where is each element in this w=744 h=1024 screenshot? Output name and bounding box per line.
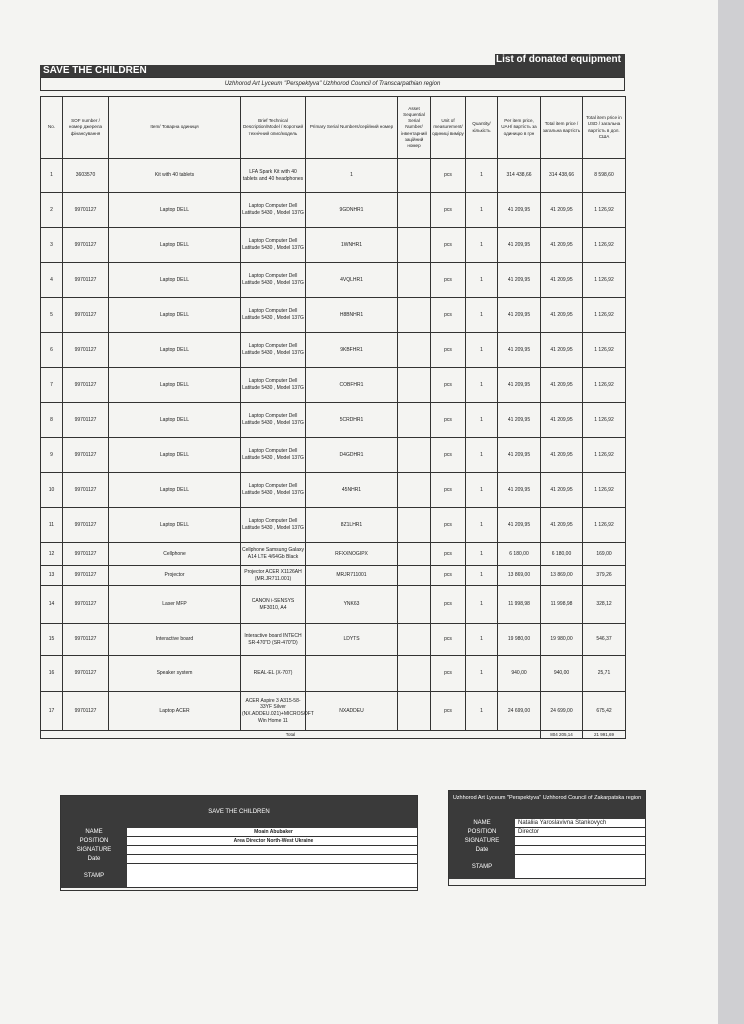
signature-value bbox=[127, 846, 417, 855]
signature-label: STAMP bbox=[449, 855, 515, 879]
cell-price: 314 438,66 bbox=[498, 159, 541, 193]
cell-total: 41 209,95 bbox=[541, 193, 583, 228]
signature-label: STAMP bbox=[61, 864, 127, 888]
signature-value: Director bbox=[515, 828, 645, 837]
table-row bbox=[41, 193, 626, 228]
cell-asset bbox=[398, 624, 431, 656]
table-row bbox=[41, 368, 626, 403]
cell-desc: Interactive board INTECH SR-470"D (SR-470"D) bbox=[241, 624, 306, 656]
cell-item: Laptop DELL bbox=[109, 438, 241, 473]
cell-item: Laptop DELL bbox=[109, 368, 241, 403]
signature-label: SIGNATURE bbox=[61, 846, 127, 855]
cell-desc: Laptop Computer Dell Latitude 5430 , Model 137G bbox=[241, 193, 306, 228]
signature-value bbox=[127, 855, 417, 864]
cell-total: 940,00 bbox=[541, 656, 583, 692]
cell-price: 41 209,95 bbox=[498, 403, 541, 438]
cell-asset bbox=[398, 473, 431, 508]
cell-qty: 1 bbox=[466, 543, 498, 566]
cell-qty: 1 bbox=[466, 263, 498, 298]
table-row bbox=[41, 543, 626, 566]
cell-price: 41 209,95 bbox=[498, 438, 541, 473]
cell-usd: 1 126,92 bbox=[583, 508, 626, 543]
column-header: Brief Technical Description/Model / Короткий технічний опис/модель bbox=[241, 97, 306, 159]
cell-asset bbox=[398, 228, 431, 263]
cell-item: Speaker system bbox=[109, 656, 241, 692]
cell-desc: ACER Aspire 3 A315-58-33YF Silver (NX.ADDEU.021)+MICROSOFT Win Home 11 bbox=[241, 692, 306, 731]
cell-sof: 99701127 bbox=[63, 624, 109, 656]
cell-serial: 1WNHR1 bbox=[306, 228, 398, 263]
table-row bbox=[41, 263, 626, 298]
cell-no: 4 bbox=[41, 263, 63, 298]
cell-total: 6 180,00 bbox=[541, 543, 583, 566]
cell-usd: 1 126,92 bbox=[583, 228, 626, 263]
cell-no: 13 bbox=[41, 566, 63, 586]
cell-serial: 1 bbox=[306, 159, 398, 193]
cell-qty: 1 bbox=[466, 692, 498, 731]
cell-no: 12 bbox=[41, 543, 63, 566]
cell-total: 41 209,95 bbox=[541, 438, 583, 473]
cell-price: 41 209,95 bbox=[498, 508, 541, 543]
cell-no: 17 bbox=[41, 692, 63, 731]
cell-serial: NXADDEU bbox=[306, 692, 398, 731]
column-header: Primary Serial Numbers/серійний номер bbox=[306, 97, 398, 159]
cell-unit: pcs bbox=[431, 438, 466, 473]
table-row bbox=[41, 159, 626, 193]
cell-no: 8 bbox=[41, 403, 63, 438]
cell-price: 41 209,95 bbox=[498, 333, 541, 368]
cell-serial: COBFHR1 bbox=[306, 368, 398, 403]
table-row bbox=[41, 298, 626, 333]
cell-asset bbox=[398, 438, 431, 473]
cell-asset bbox=[398, 159, 431, 193]
cell-qty: 1 bbox=[466, 333, 498, 368]
cell-total: 13 869,00 bbox=[541, 566, 583, 586]
cell-serial: 8Z1LHR1 bbox=[306, 508, 398, 543]
column-header: Unit of measurement/ одиниці виміру bbox=[431, 97, 466, 159]
cell-unit: pcs bbox=[431, 403, 466, 438]
cell-price: 11 998,98 bbox=[498, 586, 541, 624]
signature-label: SIGNATURE bbox=[449, 837, 515, 846]
cell-asset bbox=[398, 692, 431, 731]
cell-unit: pcs bbox=[431, 586, 466, 624]
signature-row-name bbox=[61, 828, 417, 837]
cell-unit: pcs bbox=[431, 656, 466, 692]
cell-desc: Cellphone Samsung Galaxy A14 LTE 4/64Gb Black bbox=[241, 543, 306, 566]
cell-price: 940,00 bbox=[498, 656, 541, 692]
cell-usd: 1 126,92 bbox=[583, 193, 626, 228]
table-row bbox=[41, 333, 626, 368]
cell-unit: pcs bbox=[431, 228, 466, 263]
cell-usd: 546,37 bbox=[583, 624, 626, 656]
cell-desc: Laptop Computer Dell Latitude 5430 , Model 137G bbox=[241, 508, 306, 543]
cell-total: 41 209,95 bbox=[541, 263, 583, 298]
signature-label: Date bbox=[449, 846, 515, 855]
column-header: Item/ Товарна одиниця bbox=[109, 97, 241, 159]
cell-no: 5 bbox=[41, 298, 63, 333]
cell-serial: 9GDNHR1 bbox=[306, 193, 398, 228]
signature-row-date bbox=[61, 855, 417, 864]
cell-asset bbox=[398, 586, 431, 624]
cell-sof: 99701127 bbox=[63, 508, 109, 543]
cell-asset bbox=[398, 193, 431, 228]
cell-total: 41 209,95 bbox=[541, 368, 583, 403]
table-row bbox=[41, 473, 626, 508]
cell-no: 2 bbox=[41, 193, 63, 228]
signature-value bbox=[515, 846, 645, 855]
cell-asset bbox=[398, 543, 431, 566]
cell-item: Interactive board bbox=[109, 624, 241, 656]
total-row bbox=[41, 731, 626, 739]
cell-total: 19 980,00 bbox=[541, 624, 583, 656]
cell-desc: Laptop Computer Dell Latitude 5430 , Model 137G bbox=[241, 368, 306, 403]
lyceum-signature-block bbox=[448, 790, 646, 886]
cell-unit: pcs bbox=[431, 368, 466, 403]
cell-usd: 675,42 bbox=[583, 692, 626, 731]
cell-no: 1 bbox=[41, 159, 63, 193]
cell-desc: Laptop Computer Dell Latitude 5430 , Model 137G bbox=[241, 403, 306, 438]
cell-qty: 1 bbox=[466, 473, 498, 508]
cell-qty: 1 bbox=[466, 298, 498, 333]
cell-total: 41 209,95 bbox=[541, 473, 583, 508]
table-header-row bbox=[41, 97, 626, 159]
cell-total: 41 209,95 bbox=[541, 228, 583, 263]
table-row bbox=[41, 403, 626, 438]
cell-no: 6 bbox=[41, 333, 63, 368]
table-row bbox=[41, 508, 626, 543]
cell-price: 41 209,95 bbox=[498, 263, 541, 298]
cell-serial: MRJR711001 bbox=[306, 566, 398, 586]
signature-value bbox=[515, 837, 645, 846]
cell-item: Projector bbox=[109, 566, 241, 586]
cell-desc: Projector ACER X1126AH (MR.JR711.001) bbox=[241, 566, 306, 586]
cell-total: 41 209,95 bbox=[541, 333, 583, 368]
signature-value: Nataliia Yaroslavivna Stankovych bbox=[515, 819, 645, 828]
cell-no: 16 bbox=[41, 656, 63, 692]
cell-asset bbox=[398, 333, 431, 368]
table-row bbox=[41, 624, 626, 656]
signature-value bbox=[515, 855, 645, 879]
cell-unit: pcs bbox=[431, 543, 466, 566]
cell-sof: 99701127 bbox=[63, 438, 109, 473]
cell-asset bbox=[398, 566, 431, 586]
cell-unit: pcs bbox=[431, 473, 466, 508]
signature-block-title: SAVE THE CHILDREN bbox=[61, 796, 417, 828]
cell-item: Laptop ACER bbox=[109, 692, 241, 731]
cell-usd: 1 126,92 bbox=[583, 403, 626, 438]
cell-usd: 1 126,92 bbox=[583, 438, 626, 473]
cell-asset bbox=[398, 403, 431, 438]
document-title: List of donated equipment bbox=[495, 54, 625, 66]
recipient-line: Uzhhorod Art Lyceum "Perspektyva" Uzhhorod Council of Transcarpathian region bbox=[40, 77, 625, 91]
table-row bbox=[41, 586, 626, 624]
column-header: No. bbox=[41, 97, 63, 159]
cell-asset bbox=[398, 656, 431, 692]
cell-desc: Laptop Computer Dell Latitude 5430 , Model 137G bbox=[241, 473, 306, 508]
cell-sof: 99701127 bbox=[63, 263, 109, 298]
cell-usd: 1 126,92 bbox=[583, 263, 626, 298]
signature-row-name bbox=[449, 819, 645, 828]
cell-qty: 1 bbox=[466, 159, 498, 193]
cell-item: Laptop DELL bbox=[109, 508, 241, 543]
signature-value: Moain Abubaker bbox=[127, 828, 417, 837]
cell-sof: 99701127 bbox=[63, 656, 109, 692]
column-header: Per item price, UAH/ вартість за одиницю в грн bbox=[498, 97, 541, 159]
signature-row-signature bbox=[61, 846, 417, 855]
cell-usd: 1 126,92 bbox=[583, 298, 626, 333]
cell-total: 24 699,00 bbox=[541, 692, 583, 731]
cell-usd: 1 126,92 bbox=[583, 333, 626, 368]
signature-label: NAME bbox=[449, 819, 515, 828]
cell-qty: 1 bbox=[466, 508, 498, 543]
signature-row-stamp bbox=[61, 864, 417, 888]
cell-unit: pcs bbox=[431, 298, 466, 333]
cell-unit: pcs bbox=[431, 508, 466, 543]
cell-sof: 99701127 bbox=[63, 193, 109, 228]
signature-label: Date bbox=[61, 855, 127, 864]
cell-total: 41 209,95 bbox=[541, 298, 583, 333]
column-header: Total item price / загальна вартість bbox=[541, 97, 583, 159]
cell-sof: 99701127 bbox=[63, 692, 109, 731]
total-label: Total bbox=[41, 731, 541, 739]
cell-price: 41 209,95 bbox=[498, 193, 541, 228]
cell-unit: pcs bbox=[431, 692, 466, 731]
cell-no: 7 bbox=[41, 368, 63, 403]
cell-sof: 99701127 bbox=[63, 543, 109, 566]
cell-price: 19 980,00 bbox=[498, 624, 541, 656]
cell-item: Laptop DELL bbox=[109, 228, 241, 263]
cell-no: 10 bbox=[41, 473, 63, 508]
cell-serial: RFXXNOGIPX bbox=[306, 543, 398, 566]
cell-serial: LDYTS bbox=[306, 624, 398, 656]
cell-usd: 25,71 bbox=[583, 656, 626, 692]
cell-usd: 8 598,60 bbox=[583, 159, 626, 193]
cell-item: Laptop DELL bbox=[109, 298, 241, 333]
cell-sof: 99701127 bbox=[63, 333, 109, 368]
organization-header: SAVE THE CHILDREN bbox=[40, 65, 625, 77]
cell-serial: 45NHR1 bbox=[306, 473, 398, 508]
cell-qty: 1 bbox=[466, 438, 498, 473]
cell-sof: 99701127 bbox=[63, 298, 109, 333]
cell-asset bbox=[398, 368, 431, 403]
cell-desc: Laptop Computer Dell Latitude 5430 , Model 137G bbox=[241, 333, 306, 368]
cell-qty: 1 bbox=[466, 624, 498, 656]
cell-qty: 1 bbox=[466, 566, 498, 586]
column-header: Asset Sequential Serial Number/ інвентарний заційний номер bbox=[398, 97, 431, 159]
cell-asset bbox=[398, 263, 431, 298]
cell-item: Kit with 40 tablets bbox=[109, 159, 241, 193]
signature-row-signature bbox=[449, 837, 645, 846]
table-row bbox=[41, 228, 626, 263]
cell-item: Laptop DELL bbox=[109, 193, 241, 228]
cell-total: 41 209,95 bbox=[541, 508, 583, 543]
cell-serial: 5CRDHR1 bbox=[306, 403, 398, 438]
cell-qty: 1 bbox=[466, 193, 498, 228]
cell-serial: 9KBFHR1 bbox=[306, 333, 398, 368]
cell-item: Cellphone bbox=[109, 543, 241, 566]
cell-sof: 99701127 bbox=[63, 586, 109, 624]
cell-serial bbox=[306, 656, 398, 692]
cell-price: 41 209,95 bbox=[498, 298, 541, 333]
cell-qty: 1 bbox=[466, 368, 498, 403]
scan-edge bbox=[718, 0, 744, 1024]
cell-no: 11 bbox=[41, 508, 63, 543]
cell-item: Laser MFP bbox=[109, 586, 241, 624]
cell-usd: 328,12 bbox=[583, 586, 626, 624]
cell-item: Laptop DELL bbox=[109, 403, 241, 438]
cell-asset bbox=[398, 298, 431, 333]
cell-usd: 1 126,92 bbox=[583, 473, 626, 508]
cell-sof: 99701127 bbox=[63, 403, 109, 438]
cell-no: 3 bbox=[41, 228, 63, 263]
cell-unit: pcs bbox=[431, 566, 466, 586]
cell-qty: 1 bbox=[466, 656, 498, 692]
column-header: Total item price in USD / загальна вартість в дол. США bbox=[583, 97, 626, 159]
cell-unit: pcs bbox=[431, 624, 466, 656]
table-row bbox=[41, 438, 626, 473]
cell-unit: pcs bbox=[431, 333, 466, 368]
cell-unit: pcs bbox=[431, 263, 466, 298]
table-row bbox=[41, 692, 626, 731]
cell-price: 6 180,00 bbox=[498, 543, 541, 566]
cell-total: 11 998,98 bbox=[541, 586, 583, 624]
cell-item: Laptop DELL bbox=[109, 473, 241, 508]
cell-desc: Laptop Computer Dell Latitude 5430 , Model 137G bbox=[241, 263, 306, 298]
signature-value: Area Director North-West Ukraine bbox=[127, 837, 417, 846]
cell-serial: H8BNHR1 bbox=[306, 298, 398, 333]
cell-price: 13 869,00 bbox=[498, 566, 541, 586]
signature-row-position bbox=[449, 828, 645, 837]
total-usd: 21 991,69 bbox=[583, 731, 626, 739]
signature-label: POSITION bbox=[449, 828, 515, 837]
cell-no: 15 bbox=[41, 624, 63, 656]
cell-sof: 99701127 bbox=[63, 566, 109, 586]
cell-serial: YNK63 bbox=[306, 586, 398, 624]
total-uah: 804 205,14 bbox=[541, 731, 583, 739]
cell-qty: 1 bbox=[466, 403, 498, 438]
cell-desc: Laptop Computer Dell Latitude 5430 , Model 137G bbox=[241, 228, 306, 263]
signature-value bbox=[127, 864, 417, 888]
cell-total: 41 209,95 bbox=[541, 403, 583, 438]
cell-desc: Laptop Computer Dell Latitude 5430 , Model 137G bbox=[241, 298, 306, 333]
cell-price: 41 209,95 bbox=[498, 473, 541, 508]
cell-sof: 99701127 bbox=[63, 228, 109, 263]
save-the-children-signature-block bbox=[60, 795, 418, 891]
signature-label: POSITION bbox=[61, 837, 127, 846]
cell-usd: 169,00 bbox=[583, 543, 626, 566]
cell-unit: pcs bbox=[431, 159, 466, 193]
cell-usd: 379,26 bbox=[583, 566, 626, 586]
cell-serial: 4VQLHR1 bbox=[306, 263, 398, 298]
cell-price: 41 209,95 bbox=[498, 368, 541, 403]
signature-row-position bbox=[61, 837, 417, 846]
cell-price: 41 209,95 bbox=[498, 228, 541, 263]
cell-unit: pcs bbox=[431, 193, 466, 228]
cell-desc: CANON i-SENSYS MF3010, A4 bbox=[241, 586, 306, 624]
cell-no: 14 bbox=[41, 586, 63, 624]
cell-usd: 1 126,92 bbox=[583, 368, 626, 403]
signature-row-date bbox=[449, 846, 645, 855]
table-row bbox=[41, 566, 626, 586]
cell-qty: 1 bbox=[466, 228, 498, 263]
table-row bbox=[41, 656, 626, 692]
signature-block-title: Uzhhorod Art Lyceum "Perspektyva" Uzhhorod Council of Zakarpatska region bbox=[449, 791, 645, 819]
equipment-table bbox=[40, 96, 626, 739]
signature-row-stamp bbox=[449, 855, 645, 879]
cell-desc: Laptop Computer Dell Latitude 5430 , Model 137G bbox=[241, 438, 306, 473]
column-header: Quantity/ кількість bbox=[466, 97, 498, 159]
cell-sof: 3603570 bbox=[63, 159, 109, 193]
cell-no: 9 bbox=[41, 438, 63, 473]
cell-desc: LFA Spark Kit with 40 tablets and 40 headphones bbox=[241, 159, 306, 193]
cell-price: 24 699,00 bbox=[498, 692, 541, 731]
column-header: SOF number / номер джерела фінансування bbox=[63, 97, 109, 159]
cell-asset bbox=[398, 508, 431, 543]
cell-sof: 99701127 bbox=[63, 473, 109, 508]
cell-serial: D4GDHR1 bbox=[306, 438, 398, 473]
cell-item: Laptop DELL bbox=[109, 333, 241, 368]
cell-sof: 99701127 bbox=[63, 368, 109, 403]
cell-total: 314 438,66 bbox=[541, 159, 583, 193]
signature-label: NAME bbox=[61, 828, 127, 837]
cell-qty: 1 bbox=[466, 586, 498, 624]
cell-desc: REAL-EL (X-707) bbox=[241, 656, 306, 692]
cell-item: Laptop DELL bbox=[109, 263, 241, 298]
